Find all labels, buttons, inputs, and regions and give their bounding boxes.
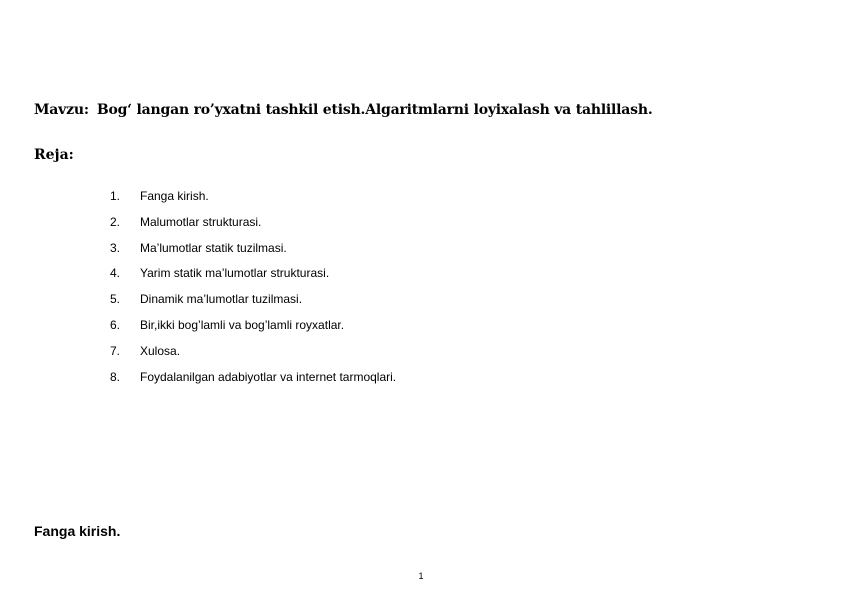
plan-item-text: Ma’lumotlar statik tuzilmasi. bbox=[140, 240, 287, 255]
plan-item bbox=[110, 189, 396, 215]
plan-item bbox=[110, 344, 396, 370]
plan-item-text: Xulosa. bbox=[140, 343, 181, 358]
topic-text: Bog‘ langan ro’yxatni tashkil etish.Algaritmlarni loyixalash va tahlillash. bbox=[96, 102, 653, 118]
plan-item-number: 3. bbox=[110, 240, 121, 255]
plan-item bbox=[110, 370, 396, 396]
plan-item-text: Dinamik ma’lumotlar tuzilmasi. bbox=[140, 292, 303, 307]
plan-item-number: 8. bbox=[110, 369, 121, 384]
topic-label: Mavzu: bbox=[34, 102, 89, 118]
plan-item-text: Fanga kirish. bbox=[140, 189, 209, 203]
plan-item-text: Malumotlar strukturasi. bbox=[140, 214, 262, 229]
plan-item-number: 4. bbox=[110, 266, 121, 281]
plan-item-number: 7. bbox=[110, 343, 121, 358]
plan-item-text: Yarim statik ma’lumotlar strukturasi. bbox=[140, 266, 330, 281]
plan-item bbox=[110, 241, 396, 267]
plan-item bbox=[110, 266, 396, 292]
plan-item bbox=[110, 292, 396, 318]
page-number: 1 bbox=[418, 571, 424, 581]
topic-line bbox=[34, 102, 653, 118]
plan-item-number: 2. bbox=[110, 214, 121, 229]
plan-item bbox=[110, 215, 396, 241]
plan-heading: Reja: bbox=[34, 147, 74, 163]
plan-list bbox=[110, 189, 396, 395]
plan-item-text: Foydalanilgan adabiyotlar va internet tarmoqlari. bbox=[140, 369, 397, 384]
plan-item-number: 6. bbox=[110, 317, 121, 332]
section-title: Fanga kirish. bbox=[34, 523, 121, 539]
plan-item-number: 5. bbox=[110, 292, 121, 307]
plan-item-text: Bir,ikki bog’lamli va bog’lamli royxatlar. bbox=[140, 317, 345, 332]
plan-item bbox=[110, 318, 396, 344]
plan-item-number: 1. bbox=[110, 189, 121, 203]
